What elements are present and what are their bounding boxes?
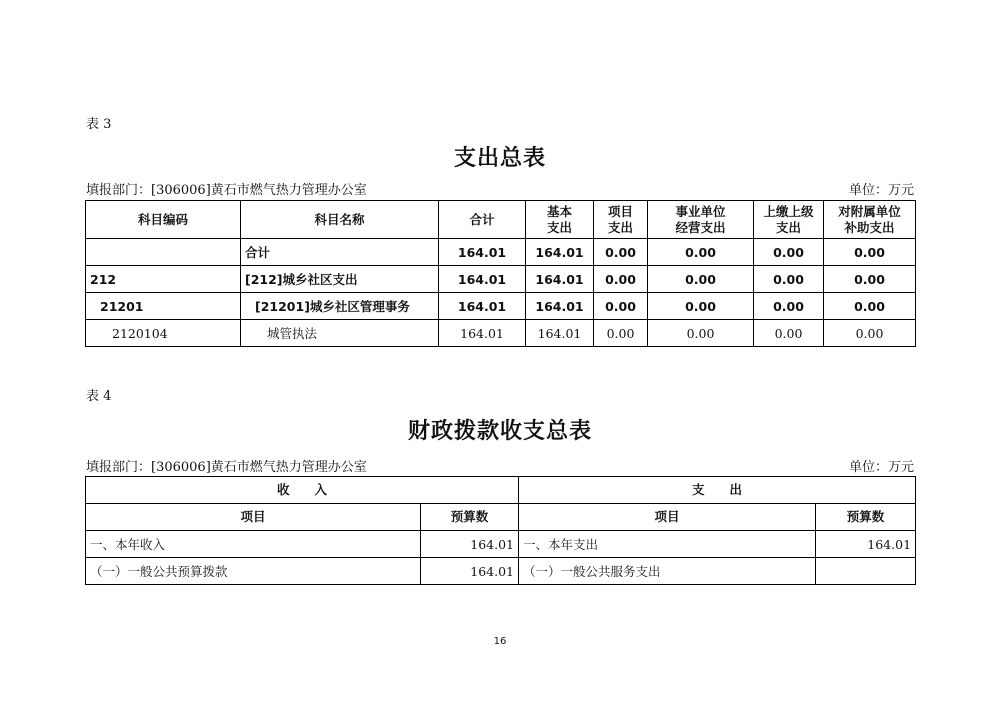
cell-business: 0.00: [648, 320, 754, 347]
cell-income-budget: 164.01: [421, 558, 519, 585]
page-number: 16: [493, 636, 507, 647]
cell-total: 164.01: [439, 293, 526, 320]
header-income-budget: 预算数: [421, 504, 519, 531]
table4-dept: 填报部门：[306006]黄石市燃气热力管理办公室: [86, 460, 367, 475]
cell-name: 合计: [241, 239, 439, 266]
header-remit-superior: 上缴上级 支出: [754, 201, 824, 239]
table4-label: 表 4: [86, 389, 112, 404]
table3-dept: 填报部门：[306006]黄石市燃气热力管理办公室: [86, 183, 367, 198]
cell-expense-budget: 164.01: [816, 531, 916, 558]
header-expense-item: 项目: [519, 504, 816, 531]
header-subject-code: 科目编码: [86, 201, 241, 239]
cell-business: 0.00: [648, 239, 754, 266]
cell-subsidy: 0.00: [824, 239, 916, 266]
cell-basic: 164.01: [526, 320, 594, 347]
cell-basic: 164.01: [526, 266, 594, 293]
cell-subsidy: 0.00: [824, 320, 916, 347]
cell-expense-item: 一、本年支出: [519, 531, 816, 558]
cell-name: 城管执法: [241, 320, 439, 347]
cell-basic: 164.01: [526, 293, 594, 320]
expenditure-summary-table: [85, 200, 916, 347]
cell-project: 0.00: [594, 239, 648, 266]
table-row: [86, 558, 916, 585]
cell-income-budget: 164.01: [421, 531, 519, 558]
header-income-group: 收 入: [86, 477, 519, 504]
table4-group-row: [86, 477, 916, 504]
header-expense-budget: 预算数: [816, 504, 916, 531]
table-row: [86, 239, 916, 266]
cell-income-item: 一、本年收入: [86, 531, 421, 558]
table-row: [86, 266, 916, 293]
header-expense-group: 支 出: [519, 477, 916, 504]
cell-project: 0.00: [594, 266, 648, 293]
table4-unit: 单位：万元: [848, 460, 914, 475]
cell-total: 164.01: [439, 239, 526, 266]
cell-remit: 0.00: [754, 320, 824, 347]
cell-name: [212]城乡社区支出: [241, 266, 439, 293]
header-basic-expense: 基本 支出: [526, 201, 594, 239]
cell-project: 0.00: [594, 293, 648, 320]
header-project-expense: 项目 支出: [594, 201, 648, 239]
cell-total: 164.01: [439, 266, 526, 293]
cell-code: 2120104: [86, 320, 241, 347]
cell-code: 21201: [86, 293, 241, 320]
cell-code: [86, 239, 241, 266]
table3-header-row: [86, 201, 916, 239]
cell-expense-item: （一）一般公共服务支出: [519, 558, 816, 585]
cell-income-item: （一）一般公共预算拨款: [86, 558, 421, 585]
cell-remit: 0.00: [754, 239, 824, 266]
table3-unit: 单位：万元: [848, 183, 914, 198]
table-row: [86, 531, 916, 558]
cell-business: 0.00: [648, 266, 754, 293]
cell-expense-budget: [816, 558, 916, 585]
header-business-expense: 事业单位 经营支出: [648, 201, 754, 239]
cell-remit: 0.00: [754, 266, 824, 293]
cell-basic: 164.01: [526, 239, 594, 266]
cell-remit: 0.00: [754, 293, 824, 320]
header-total: 合计: [439, 201, 526, 239]
cell-subsidy: 0.00: [824, 266, 916, 293]
cell-code: 212: [86, 266, 241, 293]
cell-name: [21201]城乡社区管理事务: [241, 293, 439, 320]
table4-header-row: [86, 504, 916, 531]
cell-total: 164.01: [439, 320, 526, 347]
header-income-item: 项目: [86, 504, 421, 531]
cell-business: 0.00: [648, 293, 754, 320]
table3-label: 表 3: [86, 117, 112, 132]
table-row: [86, 293, 916, 320]
header-subsidy-affiliate: 对附属单位 补助支出: [824, 201, 916, 239]
header-subject-name: 科目名称: [241, 201, 439, 239]
fiscal-appropriation-table: [85, 476, 916, 585]
table3-title: 支出总表: [453, 146, 546, 171]
table4-title: 财政拨款收支总表: [407, 419, 592, 444]
cell-project: 0.00: [594, 320, 648, 347]
table-row: [86, 320, 916, 347]
cell-subsidy: 0.00: [824, 293, 916, 320]
